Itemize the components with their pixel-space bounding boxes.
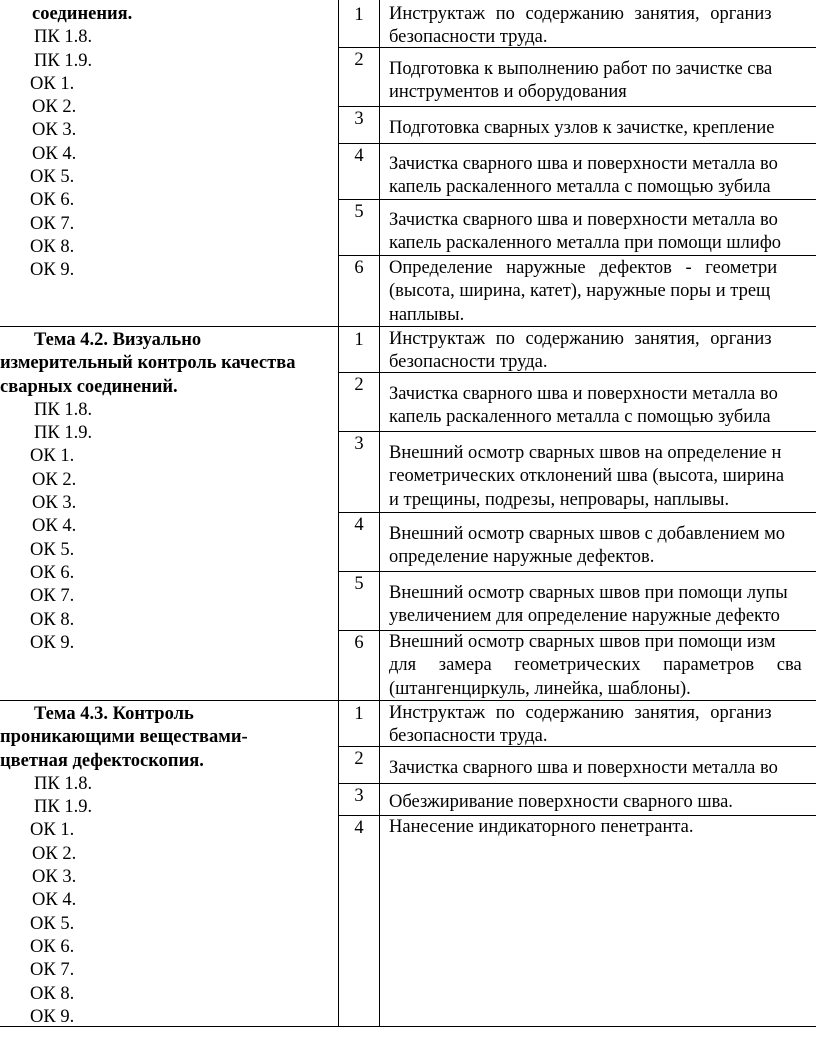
competency-code: ОК 8. [30,609,75,630]
competency-code: ОК 4. [32,143,77,164]
row-number: 5 [354,574,364,594]
competency-code: ОК 8. [30,236,75,257]
competency-code: ОК 7. [30,213,75,234]
row-divider [338,512,816,513]
row-text: Инструктаж по содержанию занятия, организ безопасности труда. [389,703,772,747]
topic-title-line: сварных соединений. [0,376,178,397]
row-divider [338,431,816,432]
row-text: Зачистка сварного шва и поверхности металла во капель раскаленного металла с помощью зубила [389,154,778,198]
row-number: 3 [354,434,364,454]
row-divider [338,783,816,784]
row-number: 6 [354,258,364,278]
competency-code: ОК 1. [30,820,75,841]
row-text: Инструктаж по содержанию занятия, организ безопасности труда. [389,329,772,373]
competency-code: ОК 3. [32,120,77,141]
row-number: 2 [354,749,364,769]
row-divider [338,143,816,144]
competency-code: ОК 7. [30,960,75,981]
row-number: 5 [354,202,364,222]
row-number: 1 [354,5,364,25]
competency-code: ОК 9. [30,1006,75,1027]
competency-code: ОК 2. [32,843,77,864]
competency-code: ОК 7. [30,586,75,607]
competency-code: ОК 3. [32,867,77,888]
row-number: 3 [354,786,364,806]
competency-code: ОК 9. [30,260,75,281]
competency-code: ОК 4. [32,890,77,911]
row-number: 2 [354,50,364,70]
competency-code: ПК 1.8. [34,27,93,48]
row-text: Инструктаж по содержанию занятия, организ безопасности труда. [389,4,772,48]
competency-code: ПК 1.9. [34,797,93,818]
competency-code: ПК 1.8. [34,773,93,794]
row-text: Зачистка сварного шва и поверхности металла во капель раскаленного металла при помощи шлифо [389,210,782,254]
row-number: 1 [354,330,364,350]
row-number: 2 [354,375,364,395]
row-text: Подготовка к выполнению работ по зачистке сва инструментов и оборудования [389,59,773,103]
topic-title-line: соединения. [32,4,133,24]
row-text: Определение наружные дефектов - геометри (высота, ширина, катет), наружные поры и трещ наплывы. [389,258,778,325]
row-divider [338,571,816,572]
row-text: Внешний осмотр сварных швов при помощи лупы увеличением для определение наружные дефекто [389,583,788,627]
row-number: 3 [354,109,364,129]
row-text: Внешний осмотр сварных швов на определение н геометрических отклонений шва (высота, ширина и трещины, подрезы, непровары, наплывы. [389,443,785,510]
row-number: 4 [354,515,364,535]
topic-cell [0,3,338,283]
competency-code: ОК 8. [30,983,75,1004]
row-text: Зачистка сварного шва и поверхности металла во [389,758,778,778]
topic-cell [0,703,338,1029]
row-text: Внешний осмотр сварных швов при помощи изм для замера геометрических параметров сва (штангенциркуль, линейка, шаблоны). [389,632,802,699]
competency-code: ОК 5. [30,539,75,560]
topic-title-line: измерительный контроль качества [0,353,296,374]
row-number: 4 [354,146,364,166]
row-number: 4 [354,818,364,838]
competency-code: ПК 1.9. [34,50,93,71]
competency-code: ОК 6. [30,190,75,211]
row-text: Обезжиривание поверхности сварного шва. [389,792,733,812]
topic-title-line: цветная дефектоскопия. [0,750,204,771]
competency-code: ОК 1. [30,446,75,467]
competency-code: ОК 6. [30,936,75,957]
competency-code: ОК 4. [32,516,77,537]
topic-title-line: проникающими веществами- [0,727,248,748]
row-text: Подготовка сварных узлов к зачистке, крепление [389,118,775,138]
row-number: 1 [354,704,364,724]
row-text: Зачистка сварного шва и поверхности металла во капель раскаленного металла с помощью зубила [389,384,778,428]
topic-cell [0,329,338,655]
table-border-num-column [379,0,380,1027]
competency-code: ОК 2. [32,469,77,490]
competency-code: ОК 6. [30,562,75,583]
topic-title-line: Тема 4.2. Визуально [34,330,202,350]
row-text: Внешний осмотр сварных швов с добавлением мо определение наружные дефектов. [389,524,786,568]
competency-code: ПК 1.9. [34,423,93,444]
competency-code: ОК 2. [32,97,77,118]
competency-code: ПК 1.8. [34,399,93,420]
competency-code: ОК 5. [30,913,75,934]
topic-title-line: Тема 4.3. Контроль [34,704,194,724]
competency-code: ОК 1. [30,73,75,94]
row-number: 6 [354,633,364,653]
competency-code: ОК 3. [32,493,77,514]
competency-code: ОК 9. [30,632,75,653]
competency-code: ОК 5. [30,167,75,188]
row-divider [338,106,816,107]
row-text: Нанесение индикаторного пенетранта. [389,817,694,837]
